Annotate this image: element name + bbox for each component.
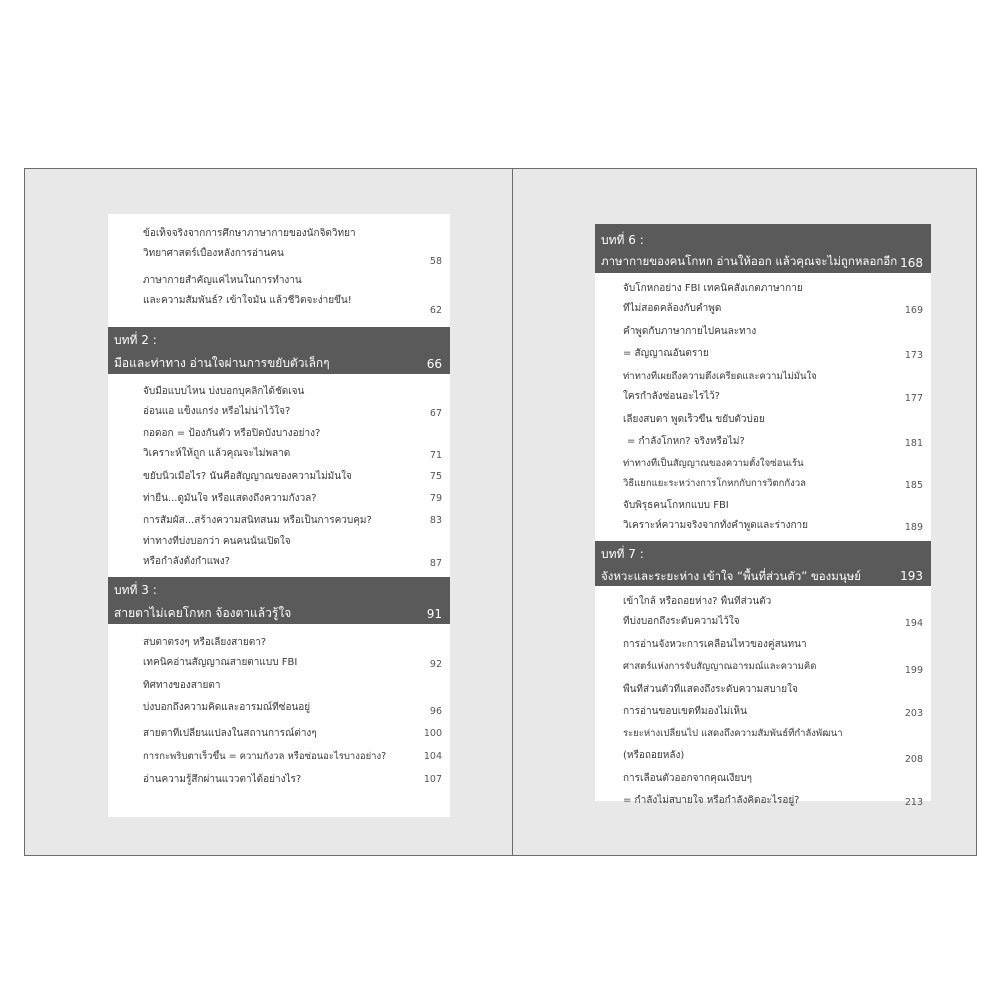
entry-line: • สายตาที่เปลี่ยนแปลงในสถานการณ์ต่างๆ (143, 727, 416, 741)
entry-line: • เลี่ยงสบตา พูดเร็วขึ้น ขยับตัวบ่อย (623, 413, 901, 427)
entry-line: ศาสตร์แห่งการจับสัญญาณอารมณ์และความคิด (623, 661, 817, 672)
chapter-title: จังหวะและระยะห่าง เข้าใจ “พื้นที่ส่วนตัว” ของมนุษย์ (601, 569, 862, 583)
page-number: 208 (904, 754, 923, 765)
page-number: 83 (429, 515, 442, 526)
toc-entry (595, 370, 931, 406)
entry-line: • ท่าทางที่เป็นสัญญาณของความตั้งใจซ่อนเร้น (623, 457, 901, 471)
entry-line: • กอดอก = ป้องกันตัว หรือปิดบังบางอย่าง? (143, 427, 416, 441)
entry-line: • ข้อเท็จจริงจากการศึกษาภาษากายของนักจิตวิทยา (143, 227, 416, 241)
toc-entry (108, 679, 450, 719)
entry-line: = กำลังโกหก? จริงหรือไม่? (627, 436, 745, 447)
chapter-title: ภาษากายของคนโกหก อ่านให้ออก แล้วคุณจะไม่ถูกหลอกอีก (601, 254, 898, 268)
page-number: 79 (429, 493, 442, 504)
book-spread (24, 168, 977, 856)
toc-entry (595, 325, 931, 363)
entry-line: วิธีแยกแยะระหว่างการโกหกกับการวิตกกังวล (623, 478, 806, 489)
entry-line: • ท่าทางที่บ่งบอกว่า คนคนนั้นเปิดใจ (143, 535, 416, 549)
toc-entry (108, 470, 450, 484)
chapter-band (108, 577, 450, 624)
entry-line: • ระยะห่างเปลี่ยนไป แสดงถึงความสัมพันธ์ที่กำลังพัฒนา (623, 727, 901, 741)
toc-entry (595, 595, 931, 631)
page-number: 92 (429, 659, 442, 670)
entry-line: • จับมือแบบไหน บ่งบอกบุคลิกได้ชัดเจน (143, 385, 416, 399)
toc-entry (108, 773, 450, 787)
entry-line: • พื้นที่ส่วนตัวที่แสดงถึงระดับความสบายใจ (623, 683, 901, 697)
entry-line: • อ่านความรู้สึกผ่านแววตาได้อย่างไร? (143, 773, 416, 787)
toc-entry (595, 772, 931, 810)
toc-entry (595, 413, 931, 451)
toc-entry (595, 683, 931, 721)
entry-line: ที่ไม่สอดคล้องกับคำพูด (623, 303, 722, 314)
toc-entry (108, 274, 450, 318)
chapter-band (595, 541, 931, 586)
entry-line: บ่งบอกถึงความคิดและอารมณ์ที่ซ่อนอยู่ (143, 702, 311, 713)
entry-line: • ขยับนิ้วเมื่อไร? นั่นคือสัญญาณของความไม่มั่นใจ (143, 470, 416, 484)
entry-line: • จับพิรุธคนโกหกแบบ FBI (623, 499, 901, 513)
entry-line: • สบตาตรงๆ หรือเลี่ยงสายตา? (143, 636, 416, 650)
toc-entry (108, 535, 450, 571)
chapter-label: บทที่ 2 : (114, 333, 157, 347)
entry-line: วิทยาศาสตร์เบื้องหลังการอ่านคน (143, 248, 284, 259)
entry-line: การอ่านขอบเขตที่มองไม่เห็น (623, 706, 747, 717)
left-pre-entries (108, 227, 450, 318)
page-number: 107 (423, 774, 442, 785)
entry-line: หรือกำลังตั้งกำแพง? (143, 556, 230, 567)
page-number: 169 (904, 305, 923, 316)
chapter-page: 91 (426, 607, 442, 621)
entry-line: • ทิศทางของสายตา (143, 679, 416, 693)
page-number: 173 (904, 350, 923, 361)
entry-line: • จับโกหกอย่าง FBI เทคนิคสังเกตภาษากาย (623, 282, 901, 296)
toc-entry (595, 638, 931, 678)
toc-entry (108, 636, 450, 672)
toc-entry (108, 227, 450, 269)
page-number: 185 (904, 480, 923, 491)
entry-line: วิเคราะห์ให้ถูก แล้วคุณจะไม่พลาด (143, 448, 291, 459)
page-number: 203 (904, 708, 923, 719)
page-number: 75 (429, 471, 442, 482)
page-number: 194 (904, 618, 923, 629)
entry-line: • การเลื่อนตัวออกจากคุณเงียบๆ (623, 772, 901, 786)
toc-entry (595, 282, 931, 318)
entry-line: • การอ่านจังหวะการเคลื่อนไหวของคู่สนทนา (623, 638, 901, 652)
chapter-page: 193 (900, 569, 923, 583)
entry-line: • ท่าทางที่เผยถึงความตึงเครียดและความไม่มั่นใจ (623, 370, 901, 384)
page-number: 100 (423, 728, 442, 739)
entry-line: วิเคราะห์ความจริงจากทั้งคำพูดและร่างกาย (623, 520, 809, 531)
page-number: 181 (904, 438, 923, 449)
toc-entry (595, 457, 931, 493)
toc-entry (595, 727, 931, 767)
book-spine (512, 169, 513, 855)
left-page (108, 214, 450, 817)
entry-line: • ท่ายืน...ดูมั่นใจ หรือแสดงถึงความกังวล? (143, 492, 416, 506)
page-number: 62 (429, 305, 442, 316)
chapter-page: 168 (900, 256, 923, 270)
toc-entry (108, 427, 450, 463)
chapter-band (595, 224, 931, 273)
toc-entry (108, 492, 450, 506)
right-page (595, 224, 931, 808)
chapter-title: สายตาไม่เคยโกหก จ้องตาแล้วรู้ใจ (114, 606, 292, 620)
chapter-page: 66 (426, 357, 442, 371)
entry-line: • เข้าใกล้ หรือถอยห่าง? พื้นที่ส่วนตัว (623, 595, 901, 609)
chapter-label: บทที่ 7 : (601, 547, 644, 561)
entry-line: (หรือถอยหลัง) (623, 750, 685, 761)
page-number: 87 (429, 558, 442, 569)
page-number: 67 (429, 408, 442, 419)
page-number: 213 (904, 797, 923, 808)
page-number: 71 (429, 450, 442, 461)
toc-entry (108, 385, 450, 421)
entry-line: • คำพูดกับภาษากายไปคนละทาง (623, 325, 901, 339)
chapter-band (108, 327, 450, 374)
chapter-label: บทที่ 3 : (114, 583, 157, 597)
entry-line: • การสัมผัส...สร้างความสนิทสนม หรือเป็นการควบคุม? (143, 514, 416, 528)
toc-entry (595, 499, 931, 535)
entry-line: เทคนิคอ่านสัญญาณสายตาแบบ FBI (143, 657, 298, 668)
entry-line: ใครกำลังซ่อนอะไรไว้? (623, 391, 720, 402)
toc-entry (108, 727, 450, 741)
entry-line: = กำลังไม่สบายใจ หรือกำลังคิดอะไรอยู่? (623, 795, 800, 806)
toc-entry (108, 750, 450, 764)
entry-line: • ภาษากายสำคัญแค่ไหนในการทำงาน (143, 274, 416, 288)
entry-line: = สัญญาณอันตราย (623, 348, 709, 359)
entry-line: อ่อนแอ แข็งแกร่ง หรือไม่น่าไว้ใจ? (143, 406, 291, 417)
page-number: 199 (904, 665, 923, 676)
entry-line: • การกะพริบตาเร็วขึ้น = ความกังวล หรือซ่อนอะไรบางอย่าง? (143, 750, 416, 764)
entry-line: และความสัมพันธ์? เข้าใจมัน แล้วชีวิตจะง่ายขึ้น! (143, 295, 352, 306)
page-number: 58 (429, 256, 442, 267)
page-number: 104 (423, 751, 442, 762)
toc-entry (108, 514, 450, 528)
page-number: 96 (429, 706, 442, 717)
chapter-title: มือและท่าทาง อ่านใจผ่านการขยับตัวเล็กๆ (114, 356, 330, 370)
chapter-label: บทที่ 6 : (601, 233, 644, 247)
entry-line: ที่บ่งบอกถึงระดับความไว้ใจ (623, 616, 740, 627)
page-number: 189 (904, 522, 923, 533)
page-number: 177 (904, 393, 923, 404)
